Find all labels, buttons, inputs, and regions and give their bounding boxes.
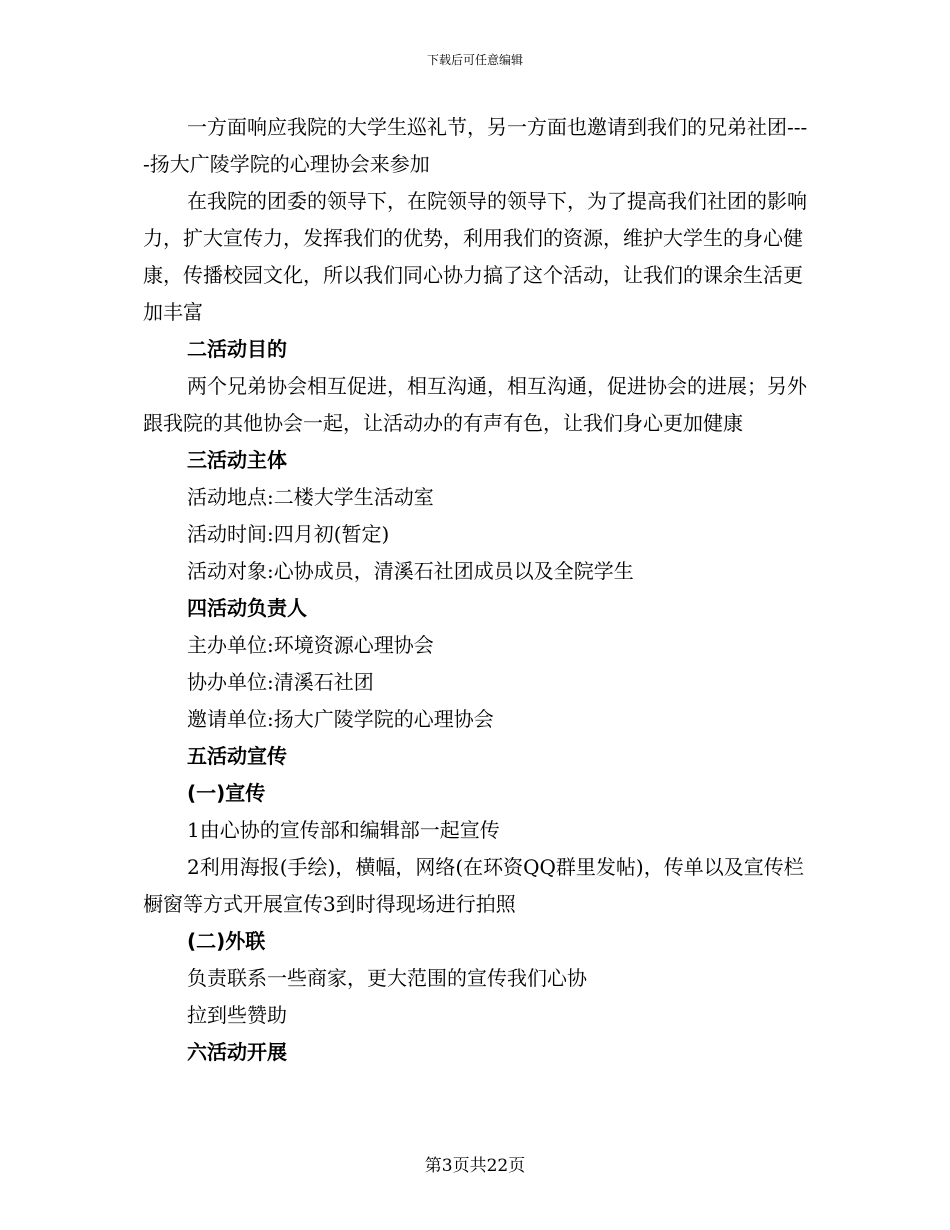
paragraph-purpose: 两个兄弟协会相互促进，相互沟通，相互沟通，促进协会的进展；另外跟我院的其他协会一起，让活动办的有声有色，让我们身心更加健康 (143, 374, 807, 435)
heading-subject: 三活动主体 (187, 448, 287, 472)
subheading-publicity: (一)宣传 (187, 781, 266, 805)
organizer-invited: 邀请单位:扬大广陵学院的心理协会 (187, 707, 494, 731)
heading-purpose: 二活动目的 (187, 337, 287, 361)
paragraph-background: 在我院的团委的领导下，在院领导的领导下，为了提高我们社团的影响力，扩大宣传力，发挥我们的优势，利用我们的资源，维护大学生的身心健康，传播校园文化，所以我们同心协力搞了这个活动，让我们的课余生活更加丰富 (143, 189, 807, 324)
page-header: 下载后可任意编辑 (426, 53, 523, 67)
paragraph-intro: 一方面响应我院的大学生巡礼节，另一方面也邀请到我们的兄弟社团----扬大广陵学院的心理协会来参加 (143, 115, 808, 176)
page-footer: 第3页共22页 (424, 1156, 526, 1176)
subheading-outreach: (二)外联 (187, 929, 266, 953)
document-body (143, 109, 813, 1071)
heading-publicity: 五活动宣传 (187, 744, 287, 768)
publicity-item-2: 2利用海报(手绘)，横幅，网络(在环资QQ群里发帖)，传单以及宣传栏橱窗等方式开展宣传3到时得现场进行拍照 (143, 855, 804, 916)
activity-venue: 活动地点:二楼大学生活动室 (187, 485, 434, 509)
activity-audience: 活动对象:心协成员，清溪石社团成员以及全院学生 (187, 559, 634, 583)
organizer-host: 主办单位:环境资源心理协会 (187, 633, 434, 657)
activity-time: 活动时间:四月初(暂定) (187, 522, 390, 546)
publicity-item-1: 1由心协的宣传部和编辑部一起宣传 (187, 818, 500, 842)
outreach-line-2: 拉到些赞助 (187, 1003, 287, 1027)
heading-execution: 六活动开展 (187, 1040, 287, 1064)
outreach-line-1: 负责联系一些商家，更大范围的宣传我们心协 (187, 966, 587, 990)
organizer-co-host: 协办单位:清溪石社团 (187, 670, 374, 694)
heading-organizers: 四活动负责人 (187, 596, 307, 620)
